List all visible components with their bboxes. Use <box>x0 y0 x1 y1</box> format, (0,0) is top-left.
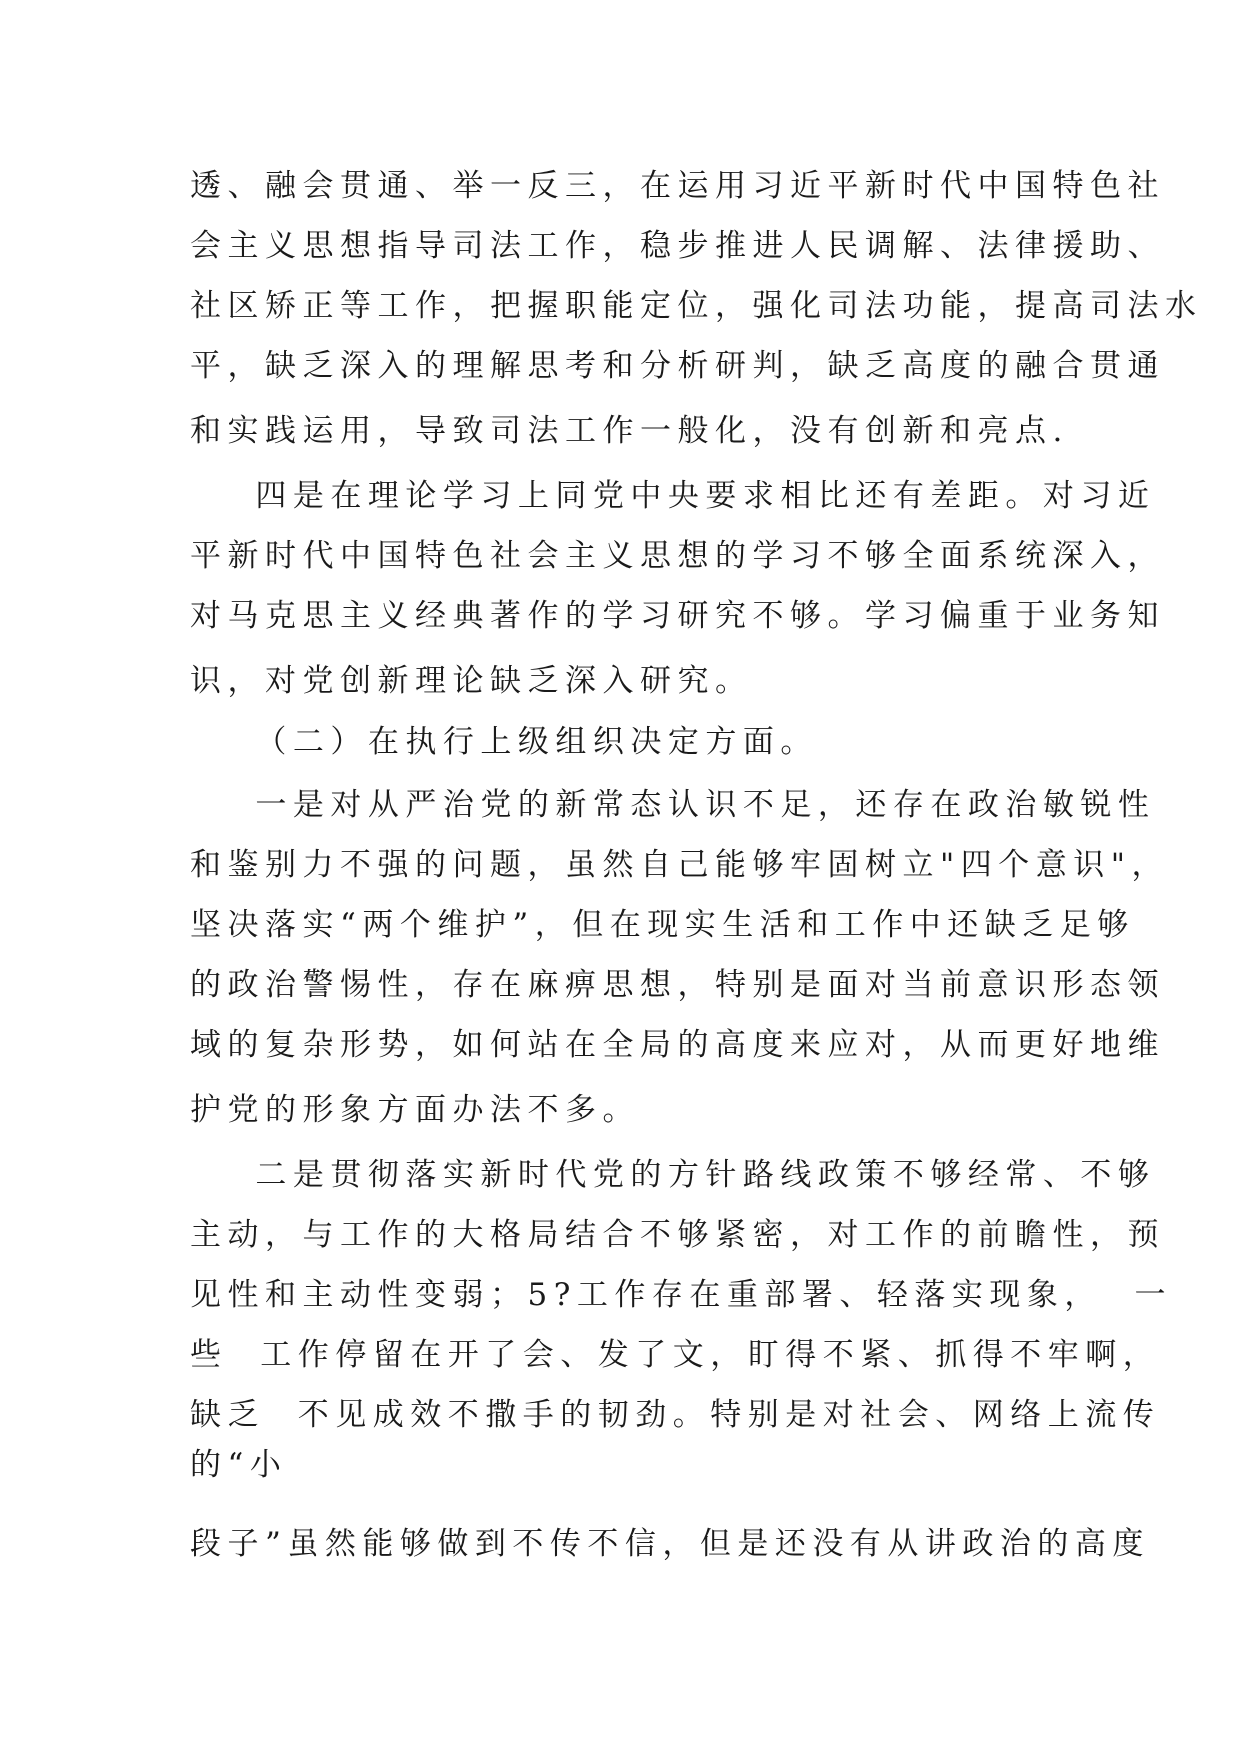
text-line: 的“小 <box>190 1447 288 1483</box>
text-line: 域的复杂形势，如何站在全局的高度来应对，从而更好地维 <box>190 1027 1165 1063</box>
text-line: 些 工作停留在开了会、发了文，盯得不紧、抓得不牢啊， <box>190 1337 1161 1373</box>
text-line: 主动，与工作的大格局结合不够紧密，对工作的前瞻性，预 <box>190 1217 1165 1253</box>
text-line: 和实践运用，导致司法工作一般化，没有创新和亮点. <box>190 413 1069 449</box>
text-line: 识，对党创新理论缺乏深入研究。 <box>190 663 753 699</box>
text-line: 四是在理论学习上同党中央要求相比还有差距。对习近 <box>190 478 1156 514</box>
text-line: 护党的形象方面办法不多。 <box>190 1092 640 1128</box>
text-line: 见性和主动性变弱；5?工作存在重部署、轻落实现象， 一 <box>190 1277 1173 1313</box>
text-line: 一是对从严治党的新常态认识不足，还存在政治敏锐性 <box>190 787 1156 823</box>
text-line: 社区矫正等工作，把握职能定位，强化司法功能，提高司法水 <box>190 288 1203 324</box>
text-line: 会主义思想指导司法工作，稳步推进人民调解、法律援助、 <box>190 228 1165 264</box>
text-line: 的政治警惕性，存在麻痹思想，特别是面对当前意识形态领 <box>190 967 1165 1003</box>
text-line: 和鉴别力不强的问题，虽然自己能够牢固树立"四个意识"， <box>190 847 1170 883</box>
text-line: 二是贯彻落实新时代党的方针路线政策不够经常、不够 <box>190 1157 1156 1193</box>
text-line: 缺乏 不见成效不撒手的韧劲。特别是对社会、网络上流传 <box>190 1397 1161 1433</box>
text-line: 透、融会贯通、举一反三，在运用习近平新时代中国特色社 <box>190 168 1165 204</box>
text-line: 坚决落实“两个维护”，但在现实生活和工作中还缺乏足够 <box>190 907 1135 943</box>
text-line: 平，缺乏深入的理解思考和分析研判，缺乏高度的融合贯通 <box>190 348 1165 384</box>
text-line: 平新时代中国特色社会主义思想的学习不够全面系统深入， <box>190 538 1165 574</box>
section-heading: （二）在执行上级组织决定方面。 <box>190 724 818 760</box>
text-line: 对马克思主义经典著作的学习研究不够。学习偏重于业务知 <box>190 598 1165 634</box>
text-line: 段子”虽然能够做到不传不信，但是还没有从讲政治的高度 <box>190 1526 1150 1562</box>
